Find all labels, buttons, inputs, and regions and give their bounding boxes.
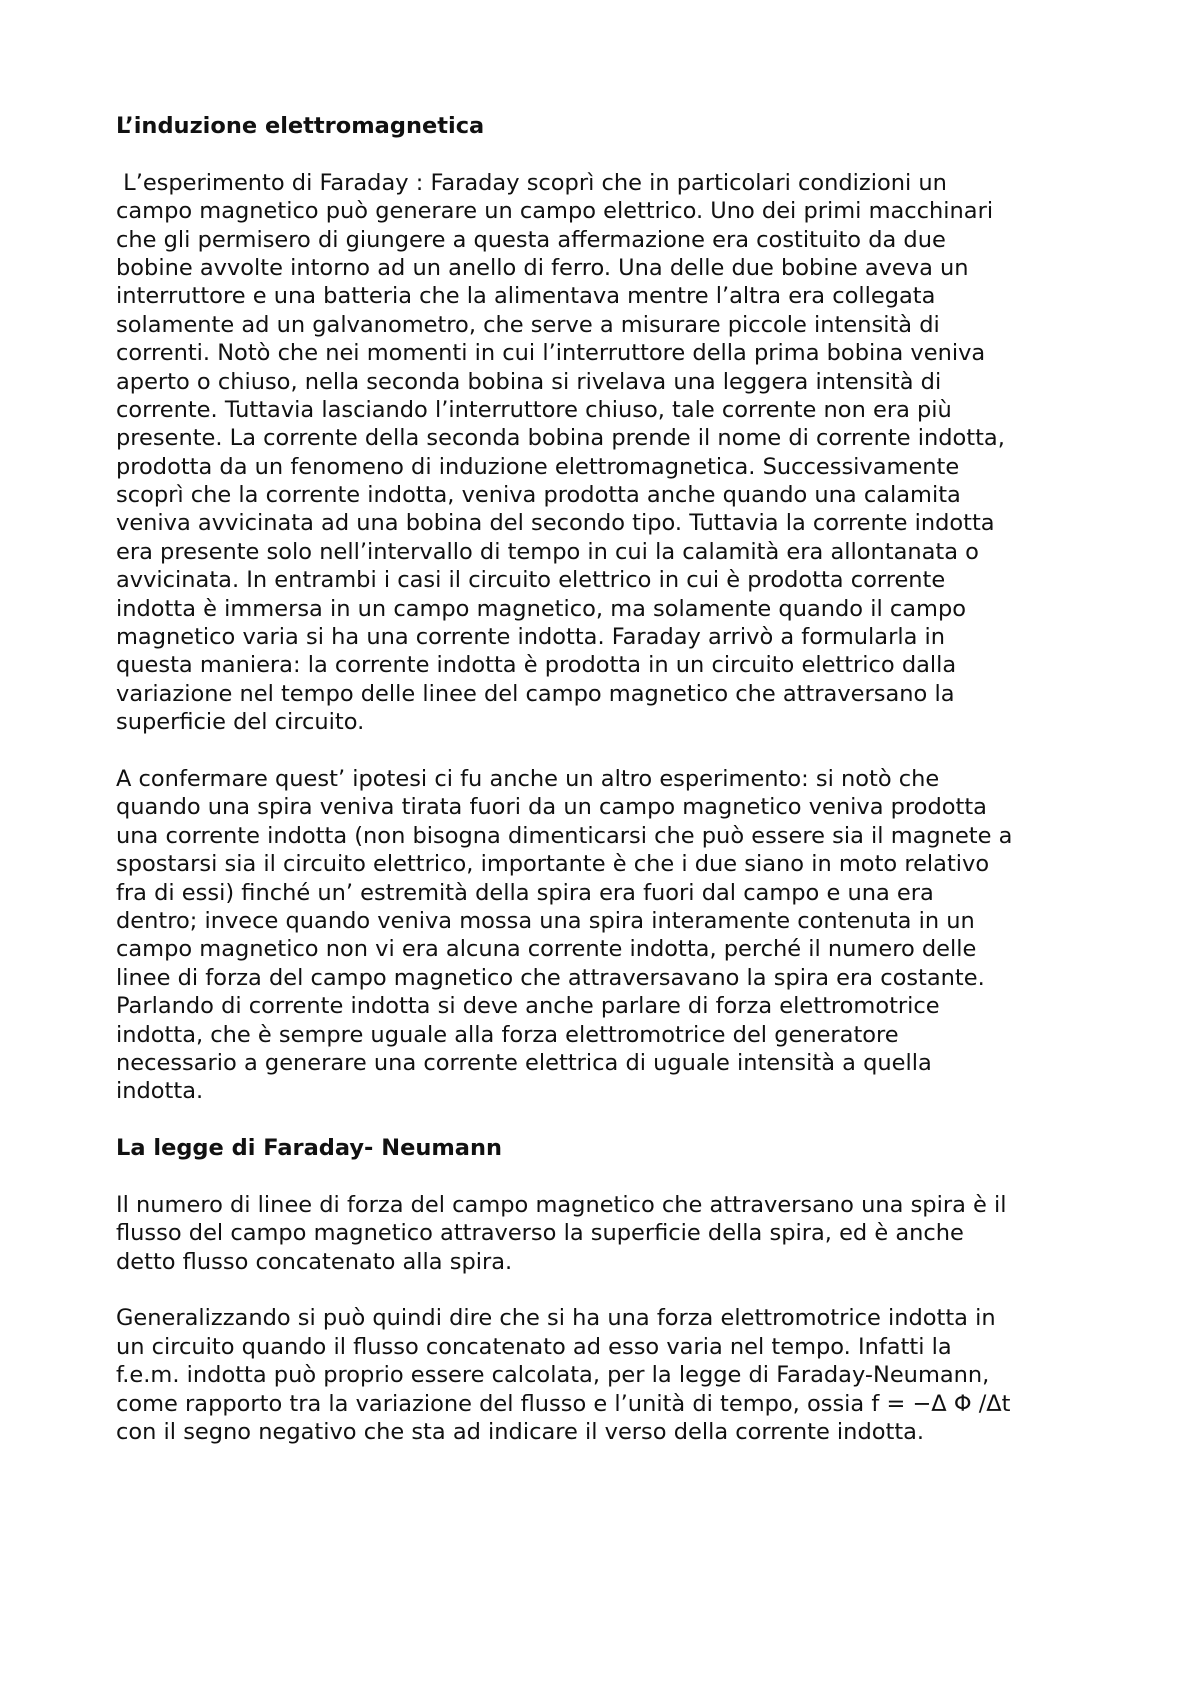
section-heading: La legge di Faraday- Neumann: [116, 1135, 503, 1162]
paragraph-flux-definition: [116, 1191, 1116, 1276]
paragraph-faraday-experiment: [116, 169, 1116, 737]
text-line: aperto o chiuso, nella seconda bobina si rivelava una leggera intensità di: [116, 368, 942, 395]
text-line: corrente. Tuttavia lasciando l’interruttore chiuso, tale corrente non era più: [116, 396, 952, 423]
text-line: campo magnetico può generare un campo elettrico. Uno dei primi macchinari: [116, 198, 994, 225]
text-line: magnetico varia si ha una corrente indotta. Faraday arrivò a formularla in: [116, 624, 946, 651]
text-line: L’esperimento di Faraday : Faraday scoprì che in particolari condizioni un: [116, 169, 947, 196]
text-line: era presente solo nell’intervallo di tempo in cui la calamità era allontanata o: [116, 538, 979, 565]
text-line: correnti. Notò che nei momenti in cui l’interruttore della prima bobina veniva: [116, 340, 986, 367]
text-line: flusso del campo magnetico attraverso la superficie della spira, ed è anche: [116, 1220, 964, 1247]
text-line: questa maniera: la corrente indotta è prodotta in un circuito elettrico dalla: [116, 652, 957, 679]
spacer: [116, 1106, 1116, 1134]
paragraph-faraday-neumann-law: [116, 1304, 1116, 1446]
text-line: che gli permisero di giungere a questa affermazione era costituito da due: [116, 226, 946, 253]
text-line: interruttore e una batteria che la alimentava mentre l’altra era collegata: [116, 283, 936, 310]
text-line: presente. La corrente della seconda bobina prende il nome di corrente indotta,: [116, 425, 1005, 452]
text-line: veniva avvicinata ad una bobina del secondo tipo. Tuttavia la corrente indotta: [116, 510, 995, 537]
text-line: f.e.m. indotta può proprio essere calcolata, per la legge di Faraday-Neumann,: [116, 1362, 990, 1389]
text-line: detto flusso concatenato alla spira.: [116, 1248, 513, 1275]
text-line: A confermare quest’ ipotesi ci fu anche un altro esperimento: si notò che: [116, 765, 940, 792]
text-line: indotta.: [116, 1078, 204, 1105]
text-line: dentro; invece quando veniva mossa una spira interamente contenuta in un: [116, 907, 975, 934]
text-line: spostarsi sia il circuito elettrico, importante è che i due siano in moto relativo: [116, 851, 990, 878]
text-line: solamente ad un galvanometro, che serve a misurare piccole intensità di: [116, 311, 940, 338]
text-line: prodotta da un fenomeno di induzione elettromagnetica. Successivamente: [116, 453, 960, 480]
text-line: Il numero di linee di forza del campo magnetico che attraversano una spira è il: [116, 1191, 1007, 1218]
text-line: Generalizzando si può quindi dire che si ha una forza elettromotrice indotta in: [116, 1305, 996, 1332]
text-line: come rapporto tra la variazione del flusso e l’unità di tempo, ossia f = −Δ Φ /Δt: [116, 1390, 1011, 1417]
text-line: Parlando di corrente indotta si deve anche parlare di forza elettromotrice: [116, 993, 940, 1020]
text-line: fra di essi) finché un’ estremità della spira era fuori dal campo e una era: [116, 879, 934, 906]
document-page: [116, 112, 1116, 1446]
text-line: un circuito quando il flusso concatenato ad esso varia nel tempo. Infatti la: [116, 1333, 952, 1360]
document-title: L’induzione elettromagnetica: [116, 113, 485, 139]
spacer: [116, 1162, 1116, 1190]
spacer: [116, 737, 1116, 765]
text-line: quando una spira veniva tirata fuori da un campo magnetico veniva prodotta: [116, 794, 987, 821]
paragraph-second-experiment: [116, 765, 1116, 1106]
text-line: superficie del circuito.: [116, 709, 365, 736]
text-line: campo magnetico non vi era alcuna corrente indotta, perché il numero delle: [116, 936, 977, 963]
text-line: con il segno negativo che sta ad indicare il verso della corrente indotta.: [116, 1418, 925, 1445]
text-line: avvicinata. In entrambi i casi il circuito elettrico in cui è prodotta corrente: [116, 567, 946, 594]
text-line: una corrente indotta (non bisogna dimenticarsi che può essere sia il magnete a: [116, 822, 1013, 849]
spacer: [116, 1276, 1116, 1304]
text-line: indotta è immersa in un campo magnetico, ma solamente quando il campo: [116, 595, 966, 622]
text-line: scoprì che la corrente indotta, veniva prodotta anche quando una calamita: [116, 482, 961, 509]
text-line: necessario a generare una corrente elettrica di uguale intensità a quella: [116, 1049, 932, 1076]
text-line: linee di forza del campo magnetico che attraversavano la spira era costante.: [116, 964, 985, 991]
text-line: bobine avvolte intorno ad un anello di ferro. Una delle due bobine aveva un: [116, 254, 969, 281]
text-line: indotta, che è sempre uguale alla forza elettromotrice del generatore: [116, 1021, 899, 1048]
text-line: variazione nel tempo delle linee del campo magnetico che attraversano la: [116, 680, 955, 707]
spacer: [116, 140, 1116, 168]
